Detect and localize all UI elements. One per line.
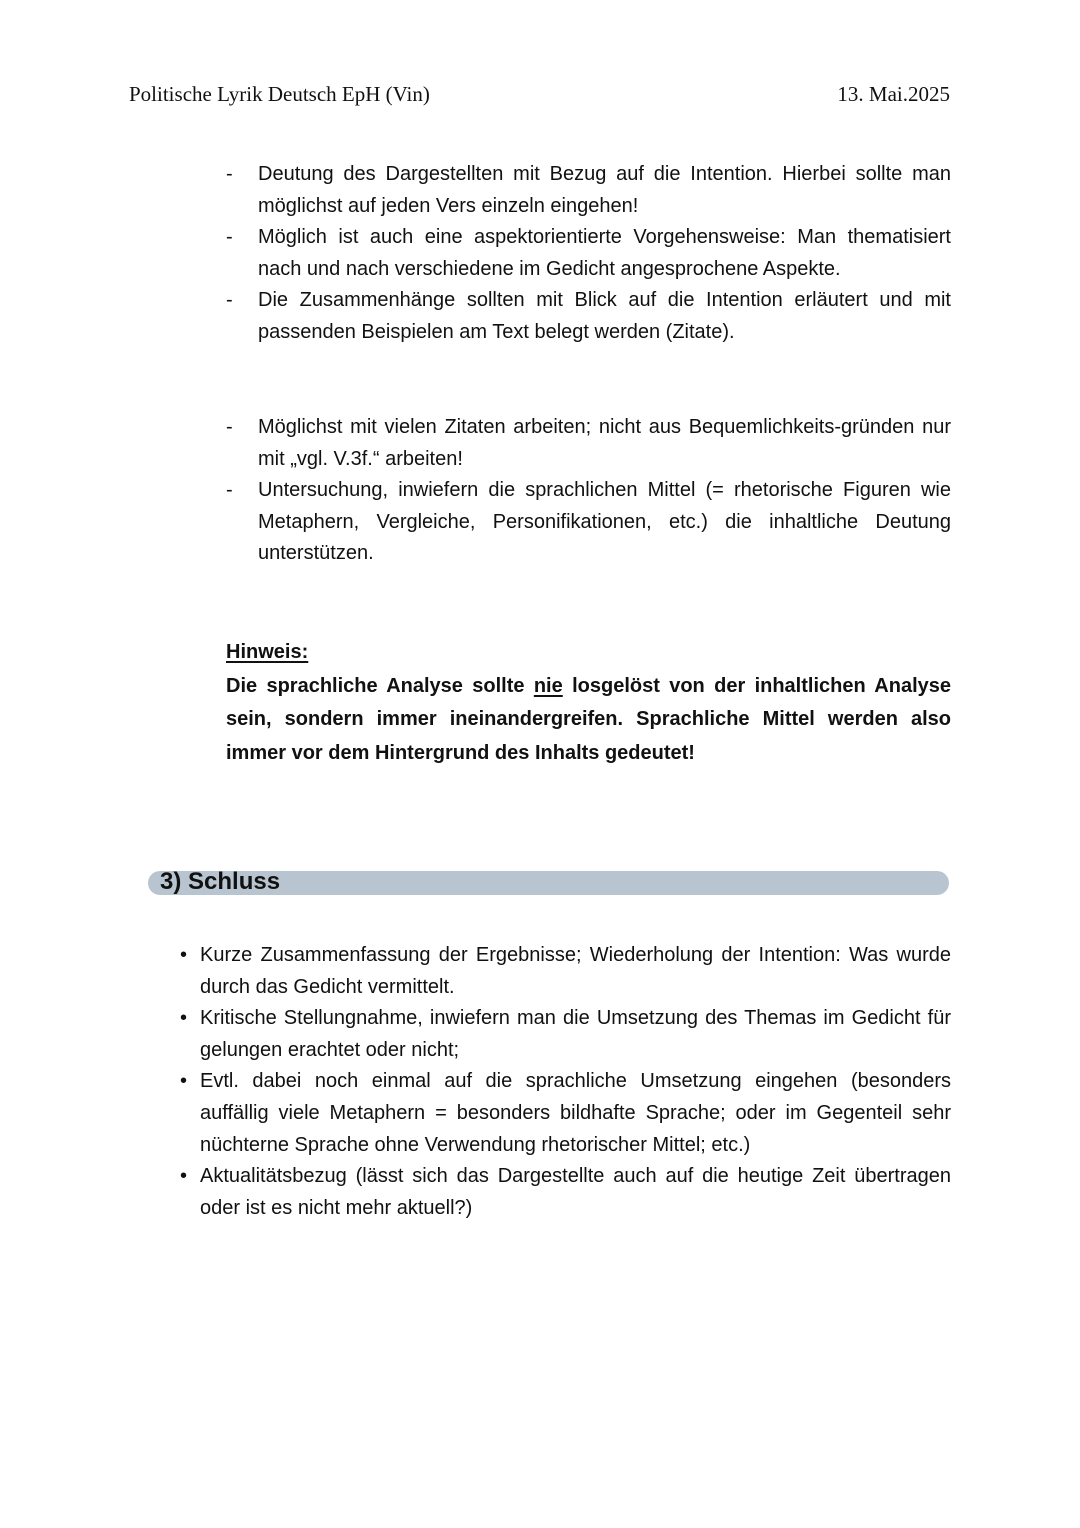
list-item-text: Kritische Stellungnahme, inwiefern man die Umsetzung des Themas im Gedicht für gelungen erachtet oder nicht; [200,1007,951,1061]
list-item [226,222,951,285]
hint-text [226,670,951,771]
list-item [180,1066,951,1161]
dash-marker: - [226,289,233,311]
hint-box [226,636,951,770]
list-item [180,1003,951,1066]
list-item [180,1161,951,1224]
hint-emphasis: nie [533,674,563,697]
list-item-text: Untersuchung, inwiefern die sprachlichen Mittel (= rhetorische Figuren wie Metaphern, Vergleiche, Personifikationen, etc.) die inhaltliche Deutung unterstützen. [258,479,951,564]
list-item-text: Möglichst mit vielen Zitaten arbeiten; nicht aus Bequemlichkeits-gründen nur mit „vgl. V.3f.“ arbeiten! [258,416,951,470]
dash-marker: - [226,479,233,501]
bullet-marker: • [180,1007,188,1030]
analysis-list-secondary [226,412,951,570]
header-date: 13. Mai.2025 [837,82,950,106]
list-item [226,159,951,222]
header-title: Politische Lyrik Deutsch EpH (Vin) [129,82,430,106]
list-item-text: Die Zusammenhänge sollten mit Blick auf die Intention erläutert und mit passenden Beispielen am Text belegt werden (Zitate). [258,289,951,343]
list-item-text: Aktualitätsbezug (lässt sich das Dargestellte auch auf die heutige Zeit übertragen oder ist es nicht mehr aktuell?) [200,1165,951,1219]
list-item-text: Kurze Zusammenfassung der Ergebnisse; Wiederholung der Intention: Was wurde durch das Gedicht vermittelt. [200,944,951,998]
bullet-marker: • [180,1070,188,1093]
hint-text-end: losgelöst von der inhaltlichen Analyse sein, sondern immer ineinandergreifen. Sprachliche Mittel werden also immer vor dem Hintergrund des Inhalts gedeutet! [226,674,951,764]
list-item-text: Evtl. dabei noch einmal auf die sprachliche Umsetzung eingehen (besonders auffällig viele Metaphern = besonders bildhafte Sprache; oder im Gegenteil sehr nüchterne Sprache ohne Verwendung rhetorischer Mittel; etc.) [200,1070,951,1156]
hint-text-start: Die sprachliche Analyse sollte [226,674,534,697]
list-item [180,940,951,1003]
analysis-list-main [226,159,951,348]
dash-marker: - [226,163,233,185]
section-heading: 3) Schluss [160,868,281,895]
list-item-text: Möglich ist auch eine aspektorientierte Vorgehensweise: Man thematisiert nach und nach verschiedene im Gedicht angesprochene Aspekte. [258,226,951,280]
list-item-text: Deutung des Dargestellten mit Bezug auf die Intention. Hierbei sollte man möglichst auf jeden Vers einzeln eingehen! [258,163,951,217]
hint-title: Hinweis: [226,641,309,663]
dash-marker: - [226,226,233,248]
bullet-marker: • [180,1165,188,1188]
list-item [226,285,951,348]
conclusion-list [180,940,951,1224]
list-item [226,412,951,475]
page-header [129,82,950,112]
list-item [226,475,951,570]
bullet-marker: • [180,944,188,966]
dash-marker: - [226,416,233,438]
